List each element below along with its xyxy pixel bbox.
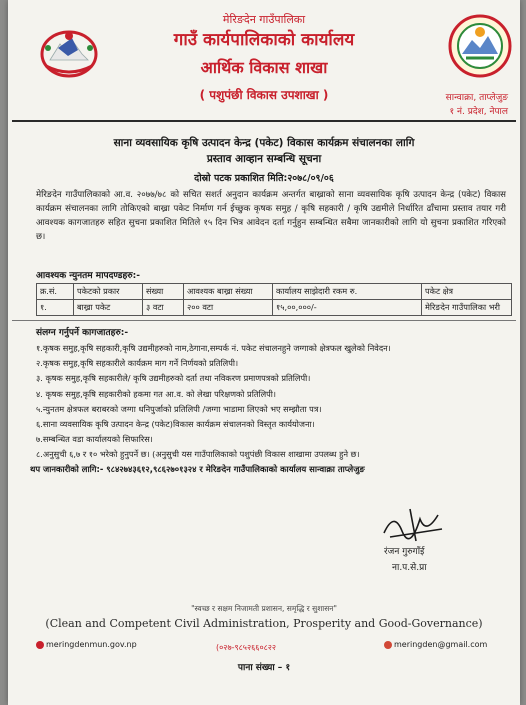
list-item: ५.न्युनतम क्षेत्रफल बराबरको जग्गा धनिपुर्जाको प्रतिलिपी /जग्गा भाडामा लिएको भए सम्झौता पत्र। [36,403,322,414]
footer-slogan: "स्वच्छ र सक्षम निजामती प्रशासन, समृद्धि र सुशासन" [191,604,337,613]
mail-icon [384,641,392,649]
column-header: क्र.सं. [37,284,74,300]
signer-name: रंजन गुरुगाँई [384,547,425,557]
list-item: २.कृषक समुह,कृषि सहकारीले कार्यक्रम माग गर्ने निर्णयको प्रतिलिपी। [36,358,239,369]
address-line-2: १ नं. प्रदेश, नेपाल [449,107,508,117]
notice-body: मेरिङदेन गाउँपालिकाको आ.व. २०७७/७८ को सचित सशर्त अनुदान कार्यक्रम अन्तर्गत बाख्राको साना व्यवसायिक कृषि उत्पादन केन्द्र (पकेट) विकास कार्यक्रम संचालनका लागि तोकिएको बाख्रा पकेट निर्माण गर्न ईच्छुक कृषक समुह / कृषि सहकारी / कृषि उद्यमीले निर्धारित ढाँचामा प्रस्ताव तयार गरी आवश्यक कागजातहरु सहित सुचना प्रकाशित मितिले १५ दिन भित्र आवेदन दर्ता गर्नुहुन सम्बन्धित सबैमा जानकारीको लागि यो सुचना प्रकाशित गरिएको छ। [36,190,506,242]
table-cell: २०० वटा [184,300,273,316]
column-header: कार्यालय साझेदारी रकम रु. [273,284,422,300]
document-page [8,0,520,705]
documents-list [36,341,510,463]
footer-mission: (Clean and Competent Civil Administration, Prosperity and Good-Governance) [45,617,483,630]
published-date: दोस्रो पटक प्रकाशित मिति:२०७८/०९/०६ [194,173,334,184]
footer-website [36,640,137,649]
column-header: पकेटको प्रकार [74,284,143,300]
table-cell: ३ वटा [143,300,184,316]
table-cell: मेरिङदेन गाउँपालिका भरी [422,300,512,316]
list-item: ८.अनुसुची ६,७ र १० भरेको हुनुपर्ने छ। (अनुसुची यस गाउँपालिकाको पशुपंछी विकास शाखामा उपलब्ध हुने छ। [36,449,360,460]
table-cell: बाख्रा पकेट [74,300,143,316]
page-number: पाना संख्या – १ [237,663,291,673]
table-row [37,300,512,316]
notice-title-line-1: साना व्यवसायिक कृषि उत्पादन केन्द्र (पकेट) विकास कार्यक्रम संचालनका लागि [113,137,415,149]
list-item: ३. कृषक समुह,कृषि सहकारीले/ कृषि उद्यमीहरुको दर्ता तथा नविकरण प्रमाणपत्रको प्रतिलिपी। [36,373,311,384]
header-divider [12,120,516,122]
column-header: आवश्यक बाख्रा संख्या [184,284,273,300]
list-item: ६.साना व्यवसायिक कृषि उत्पादन केन्द्र (पकेट)विकास कार्यक्रम संचालनको विस्तृत कार्ययोजना। [36,419,315,430]
table-cell: १. [37,300,74,316]
section-divider [12,320,516,321]
signer-title: ना.प.से.प्रा [392,563,427,573]
list-item: ७.सम्बन्धित वडा कार्यालयको सिफारिस। [36,434,153,445]
email-text: meringden@gmail.com [394,640,488,649]
table-header-row [37,284,512,300]
footer-phone: (०२७-९८५२६६०८२२ [216,643,277,652]
signature-icon [380,505,450,545]
office-name: गाउँ कार्यपालिकाको कार्यालय [173,30,355,50]
branch-name: आर्थिक विकास शाखा [200,58,328,77]
column-header: संख्या [143,284,184,300]
municipality-name: मेरिङदेन गाउँपालिका [222,13,306,26]
table-cell: १५,००,०००/- [273,300,422,316]
requirements-heading: आवश्यक न्युनतम मापदण्डहरु:- [36,271,140,281]
notice-title-line-2: प्रस्ताव आव्हान सम्बन्धि सूचना [206,153,322,165]
list-item: ४. कृषक समुह,कृषि सहकारीको हकमा गत आ.व. को लेखा परिक्षणको प्रतिलिपी। [36,388,277,399]
documents-heading: संलग्न गर्नुपर्ने कागजातहरु:- [36,328,129,338]
sub-branch-name: ( पशुपंछी विकास उपशाखा ) [199,88,329,102]
address-line-1: सान्वाक्रा, ताप्लेजुङ [445,93,508,103]
globe-icon [36,641,44,649]
website-text: meringdenmun.gov.np [46,640,137,649]
requirements-table [36,283,512,316]
list-item: १.कृषक समुह,कृषि सहकारी,कृषि उद्यमीहरुको नाम,ठेगाना,सम्पर्क नं. पकेट संचालनहुने जग्गाको क्षेत्रफल खुलेको निवेदन। [36,343,391,353]
footer-email [384,640,487,649]
contact-info: थप जानकारीको लागि:- ९८४२७४३६१२,९८६२७०१३२४ र मेरिङदेन गाउँपालिकाको कार्यालय सान्वाक्रा ताप्लेजुङ [30,464,365,474]
column-header: पकेट क्षेत्र [422,284,512,300]
